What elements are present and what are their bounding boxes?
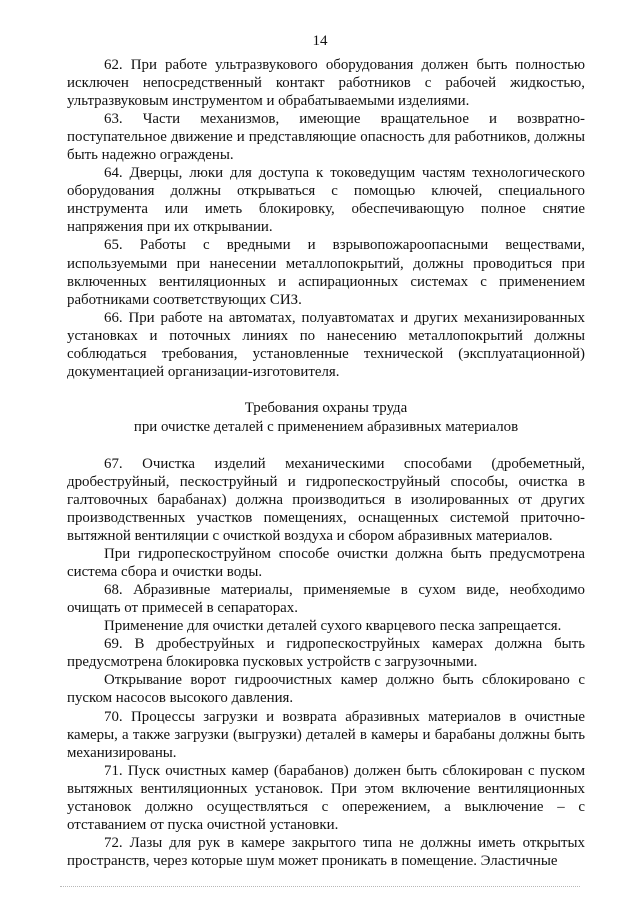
paragraph-70: 70. Процессы загрузки и возврата абразивных материалов в очистные камеры, а также загрузки (выгрузки) деталей в камеры и барабаны должны быть механизированы. <box>67 708 585 761</box>
paragraph-69-gates: Открывание ворот гидроочистных камер должно быть сблокировано с пуском насосов высокого давления. <box>67 672 585 707</box>
paragraph-68: 68. Абразивные материалы, применяемые в сухом виде, необходимо очищать от примесей в сепараторах. <box>67 582 585 617</box>
section-heading-line-2: при очистке деталей с применением абразивных материалов <box>133 418 519 435</box>
paragraph-67-water: При гидропескоструйном способе очистки должна быть предусмотрена система сбора и очистки воды. <box>67 546 585 581</box>
paragraph-64: 64. Дверцы, люки для доступа к токоведущим частям технологического оборудования должны открываться с помощью ключей, специального инструмента или иметь блокировку, обеспечивающую полное снятие напряжения при их открывании. <box>67 165 585 236</box>
page-number: 14 <box>312 33 328 49</box>
section-heading-line-1: Требования охраны труда <box>244 399 408 416</box>
paragraph-65: 65. Работы с вредными и взрывопожароопасными веществами, используемыми при нанесении металлопокрытий, должны проводиться при включенных вентиляционных и аспирационных системах с применением работниками соответствующих СИЗ. <box>67 237 585 308</box>
paragraph-72: 72. Лазы для рук в камере закрытого типа не должны иметь открытых пространств, через которые шум может проникать в помещение. Эластичные <box>67 834 585 869</box>
paragraph-66: 66. При работе на автоматах, полуавтоматах и других механизированных установках и поточных линиях по нанесению металлопокрытий должны соблюдаться требования, установленные технической (эксплуатационной) документацией организации-изготовителя. <box>67 309 585 380</box>
paragraph-71: 71. Пуск очистных камер (барабанов) должен быть сблокирован с пуском вытяжных вентиляционных установок. При этом включение вентиляционных установок должно осуществляться с опережением, а выключение – с отставанием от пуска очистной установки. <box>67 762 585 833</box>
document-body <box>67 56 585 870</box>
paragraph-67: 67. Очистка изделий механическими способами (дробеметный, дробеструйный, пескоструйный и гидропескоструйный способы, очистка в галтовочных барабанах) должна производиться в изолированных от других производственных участков помещениях, оснащенных системой приточно-вытяжной вентиляции с очисткой воздуха и сбором абразивных материалов. <box>67 455 585 545</box>
section-heading <box>67 399 585 437</box>
paragraph-69: 69. В дробеструйных и гидропескоструйных камерах должна быть предусмотрена блокировка пусковых устройств с загрузочными. <box>67 636 585 671</box>
paragraph-68-sand: Применение для очистки деталей сухого кварцевого песка запрещается. <box>104 618 562 635</box>
paragraph-63: 63. Части механизмов, имеющие вращательное и возвратно-поступательное движение и представляющие опасность для работников, должны быть надежно ограждены. <box>67 111 585 164</box>
paragraph-62: 62. При работе ультразвукового оборудования должен быть полностью исключен непосредственный контакт работников с рабочей жидкостью, ультразвуковым инструментом и обрабатываемыми изделиями. <box>67 57 585 110</box>
scan-artifact-line <box>60 886 580 889</box>
